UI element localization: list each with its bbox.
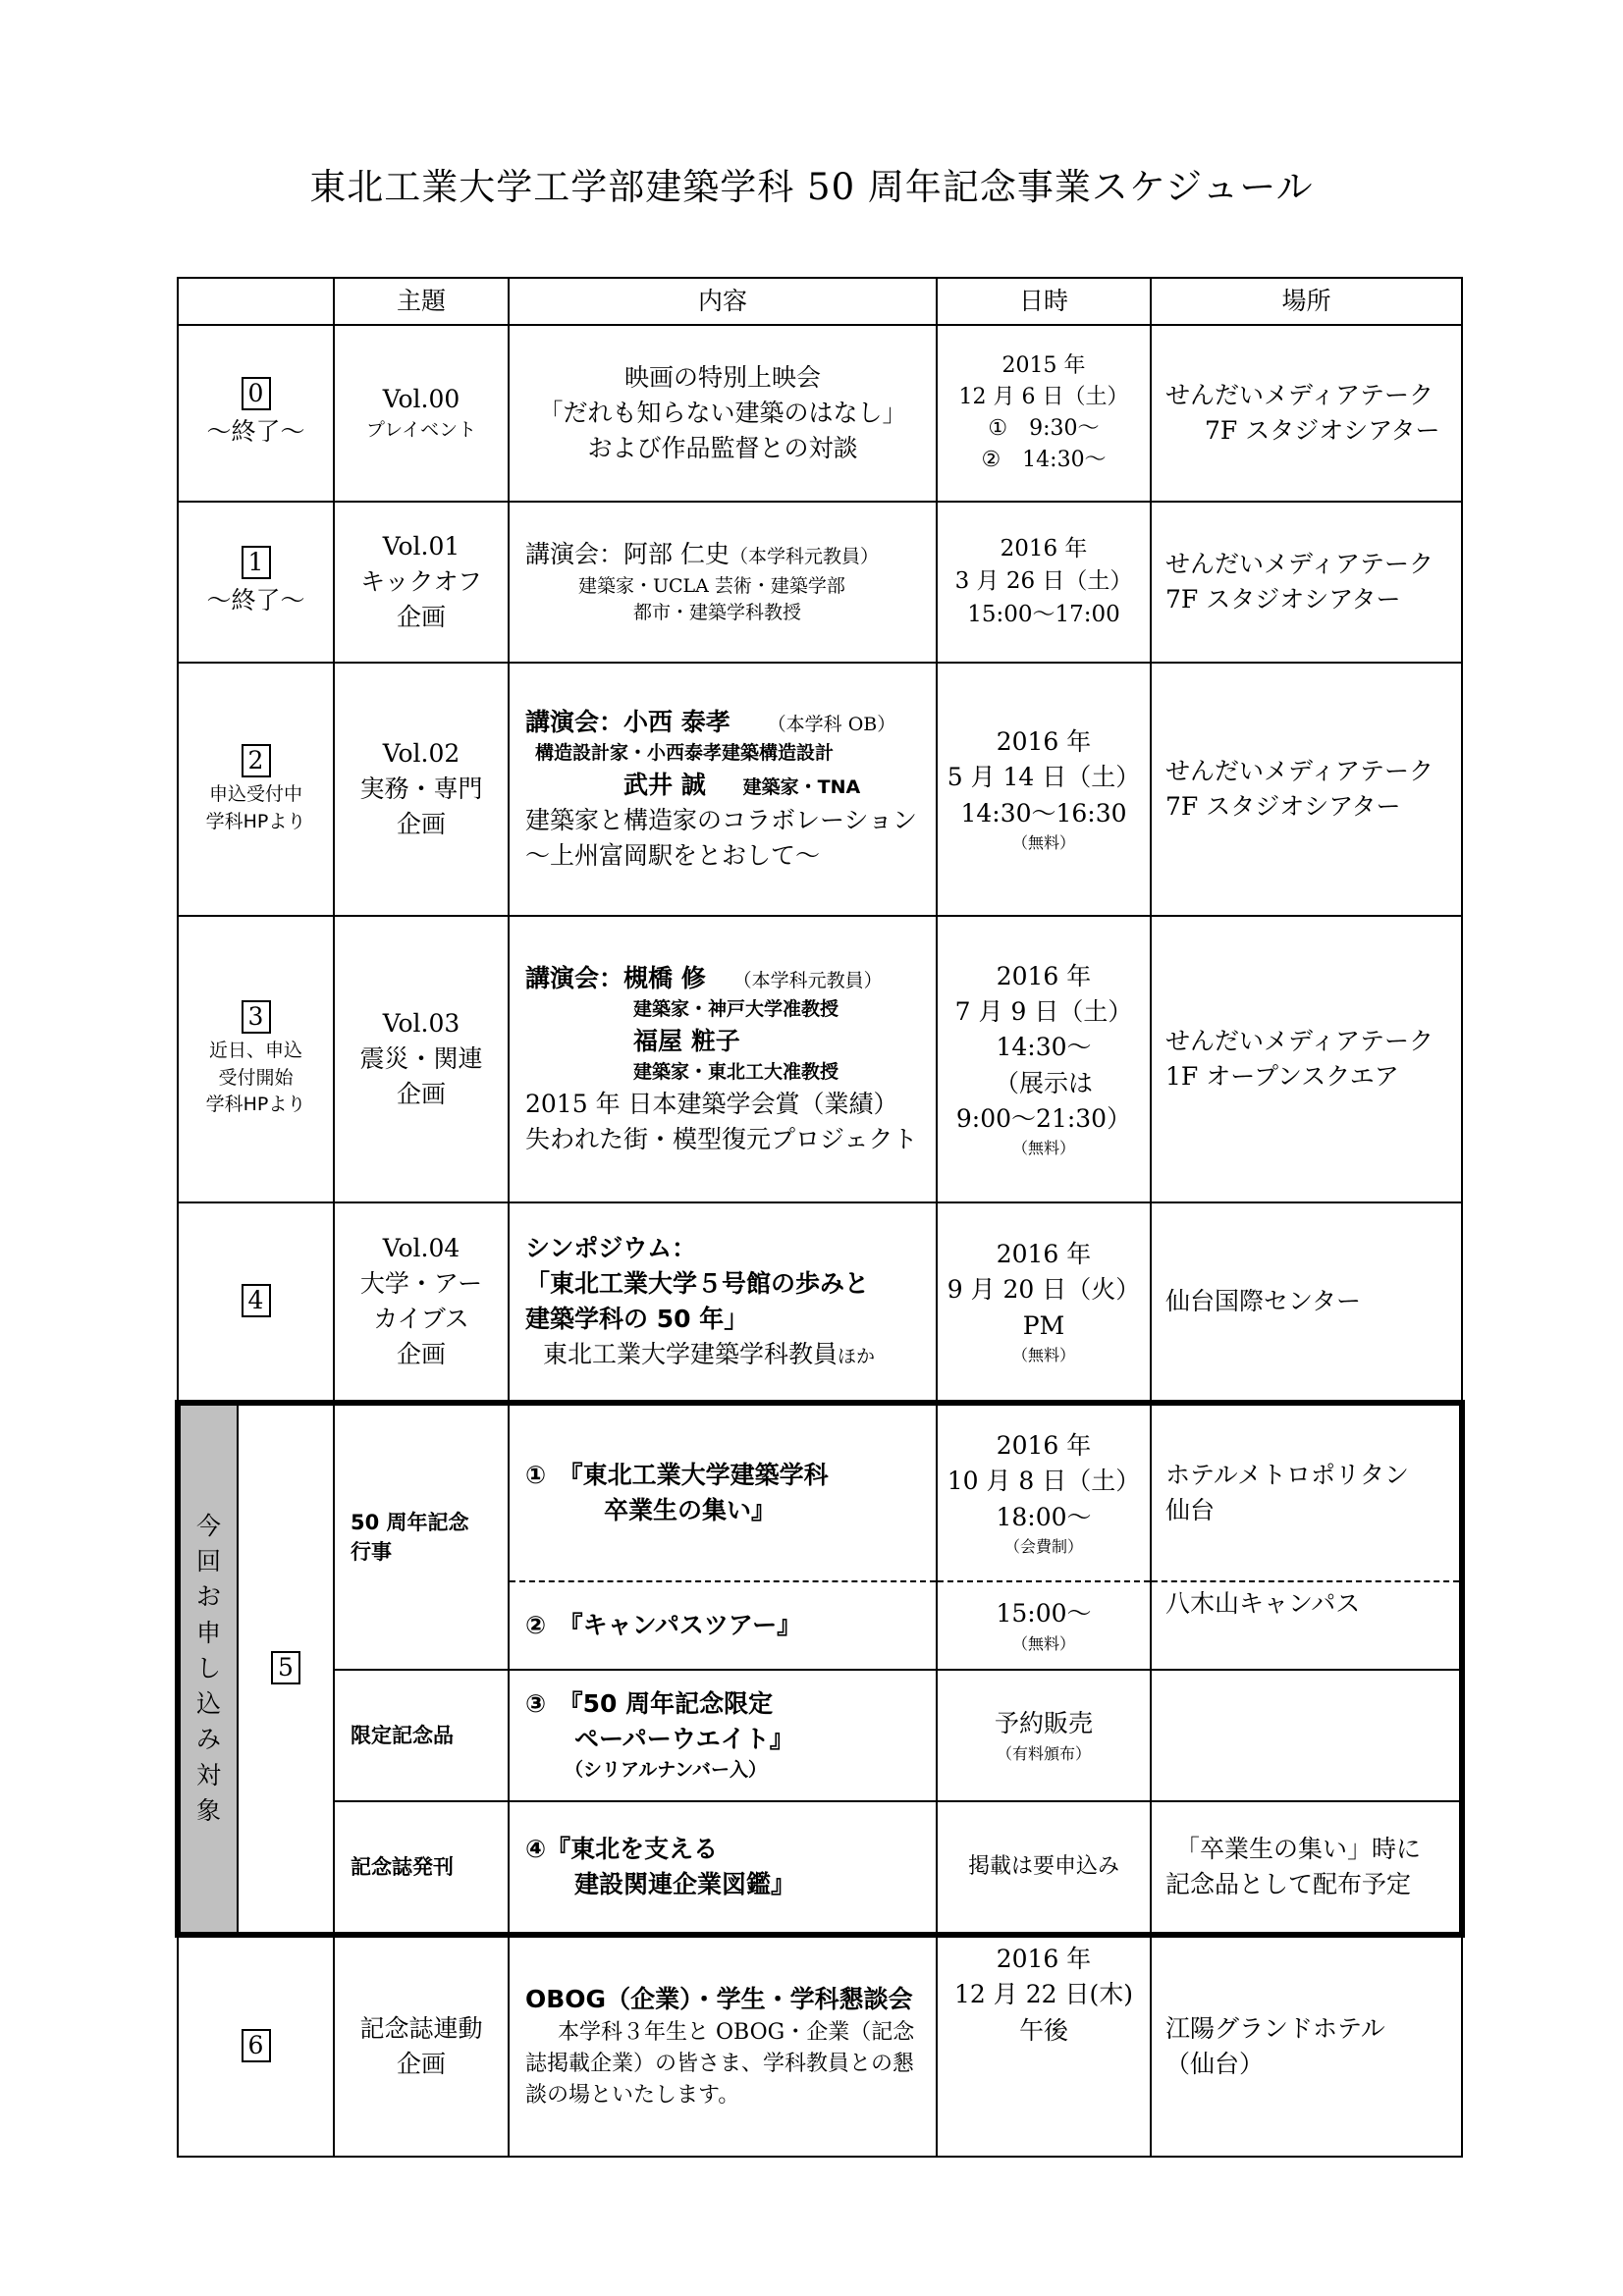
date-note: （無料）: [1011, 1139, 1075, 1158]
theme-line: Vol.01: [382, 531, 460, 561]
header-theme: 主題: [334, 278, 509, 325]
theme-line: 企画: [396, 2050, 446, 2078]
theme-cell: [334, 1403, 509, 1670]
content-cell: [509, 1581, 937, 1670]
row-status: 学科HPより: [205, 1094, 306, 1116]
row-number-cell: [178, 916, 334, 1202]
date-line: 5 月 14 日（土）: [947, 763, 1141, 792]
table-row: [178, 663, 1462, 916]
date-line: 12 月 6 日（土）: [958, 385, 1129, 410]
theme-line: 記念誌発刊: [351, 1854, 454, 1879]
theme-line: 50 周年記念: [351, 1510, 469, 1534]
theme-cell: [334, 1202, 509, 1403]
place-line: せんだいメディアテーク: [1165, 1026, 1434, 1055]
row-number: 5: [271, 1651, 300, 1684]
content-sub: 建築家・UCLA 芸術・建築学部: [578, 574, 845, 597]
date-line: 15:00～17:00: [967, 601, 1120, 627]
theme-line: 行事: [351, 1540, 392, 1564]
side-label-char: 今: [195, 1511, 221, 1540]
place-line: 記念品として配布予定: [1165, 1870, 1412, 1898]
place-line: 江陽グランドホテル: [1165, 2013, 1385, 2043]
side-label-char: 回: [195, 1547, 221, 1576]
date-cell: [937, 1403, 1151, 1581]
date-cell: [937, 502, 1151, 663]
content-sub-small: ほか: [838, 1346, 876, 1368]
date-line: 2016 年: [996, 961, 1092, 990]
date-line: 予約販売: [994, 1709, 1093, 1738]
content-sub: 建築家・TNA: [742, 775, 861, 798]
content-body: 本学科３年生と OBOG・企業（記念誌掲載企業）の皆さま、学科教員との懇談の場といたします。: [525, 2020, 915, 2109]
row-number-cell: [178, 502, 334, 663]
table-row: [178, 1801, 1462, 1935]
content-main: OBOG（企業）・学生・学科懇談会: [525, 1985, 913, 2014]
content-note: （本学科 OB）: [767, 713, 896, 735]
row-number-cell: [178, 663, 334, 916]
place-cell: [1151, 1581, 1462, 1670]
row-status: ～終了～: [206, 586, 305, 615]
content-line: および作品監督との対談: [587, 434, 858, 463]
date-cell: [937, 663, 1151, 916]
row-number-cell: [238, 1403, 334, 1935]
theme-cell: [334, 1801, 509, 1935]
content-cell: [509, 502, 937, 663]
row-number: 3: [242, 1000, 271, 1034]
table-header-row: [178, 278, 1462, 325]
content-note: （本学科元教員）: [732, 969, 883, 991]
theme-vol: Vol.00: [382, 385, 460, 414]
date-line: 2015 年: [1001, 353, 1086, 379]
place-line: せんだいメディアテーク: [1165, 549, 1434, 578]
header-blank: [178, 278, 334, 325]
date-note: （無料）: [1011, 1345, 1075, 1364]
theme-cell: [334, 1670, 509, 1801]
theme-line: 企画: [396, 603, 446, 632]
content-cell: [509, 325, 937, 502]
table-row: [178, 1403, 1462, 1581]
table-row: [178, 1202, 1462, 1403]
place-line: 仙台国際センター: [1165, 1286, 1362, 1315]
place-cell: [1151, 663, 1462, 916]
content-bold: 「東北工業大学５号館の歩みと: [525, 1268, 870, 1298]
content-name: 福屋 粧子: [633, 1026, 740, 1055]
content-main: 講演会：小西 泰孝: [525, 707, 730, 736]
date-line: ① 9:30～: [988, 416, 1100, 441]
content-cell: [509, 916, 937, 1202]
theme-line: 実務・専門: [359, 774, 483, 803]
place-cell: [1151, 325, 1462, 502]
content-bold: 建築学科の 50 年」: [525, 1305, 749, 1333]
place-cell: [1151, 1670, 1462, 1801]
place-line: せんだいメディアテーク: [1165, 380, 1434, 409]
date-line: 15:00～: [996, 1599, 1092, 1629]
theme-line: キックオフ: [360, 566, 482, 596]
place-line: 1F オープンスクエア: [1165, 1062, 1399, 1091]
date-line: 2016 年: [996, 1431, 1092, 1461]
theme-line: 大学・アー: [359, 1268, 483, 1298]
content-cell: [509, 663, 937, 916]
content-cell: [509, 1670, 937, 1801]
place-cell: [1151, 1403, 1462, 1581]
theme-line: 企画: [396, 1080, 446, 1109]
content-line: 卒業生の集い』: [604, 1496, 777, 1524]
date-cell: [937, 916, 1151, 1202]
date-note: （無料）: [1011, 832, 1075, 852]
row-status: 近日、申込: [208, 1040, 302, 1062]
side-label-char: み: [195, 1725, 221, 1754]
date-note: （無料）: [1011, 1633, 1075, 1653]
date-line: 9 月 20 日（火）: [947, 1275, 1141, 1305]
date-cell: [937, 325, 1151, 502]
theme-line: 震災・関連: [359, 1043, 483, 1073]
theme-line: 企画: [396, 810, 446, 839]
place-cell: [1151, 1935, 1462, 2157]
date-cell: [937, 1935, 1151, 2157]
theme-line: カイブス: [373, 1305, 469, 1333]
content-sub: 構造設計家・小西泰孝建築構造設計: [535, 741, 835, 764]
table-row: [178, 916, 1462, 1202]
place-line: ホテルメトロポリタン: [1165, 1460, 1410, 1489]
date-note: （有料頒布）: [996, 1743, 1091, 1763]
content-cell: [509, 1935, 937, 2157]
content-sub: 東北工業大学建築学科教員: [543, 1340, 839, 1369]
table-row: [178, 325, 1462, 502]
date-line: 2016 年: [996, 727, 1092, 757]
date-line: 14:30～16:30: [960, 798, 1127, 828]
row-number-cell: [178, 1935, 334, 2157]
row-number: 2: [242, 744, 271, 777]
date-line: 2016 年: [996, 1240, 1092, 1269]
theme-cell: [334, 325, 509, 502]
place-line: 「卒業生の集い」時に: [1175, 1834, 1422, 1863]
row-status: 学科HPより: [205, 810, 306, 832]
side-label-char: し: [195, 1653, 221, 1682]
place-cell: [1151, 916, 1462, 1202]
theme-line: Vol.03: [382, 1008, 460, 1038]
content-cell: [509, 1801, 937, 1935]
row-number: 0: [242, 377, 271, 410]
date-line: 12 月 22 日(木): [954, 1980, 1133, 2009]
date-line: 2016 年: [996, 1945, 1092, 1973]
date-line: ② 14:30～: [981, 447, 1107, 472]
side-label-cell: [178, 1403, 238, 1935]
date-line: 9:00～21:30）: [955, 1103, 1132, 1133]
schedule-table: [175, 277, 1465, 2158]
table-row: [178, 1935, 1462, 2157]
date-cell: [937, 1581, 1151, 1670]
row-number: 1: [242, 546, 271, 579]
content-note: （本学科元教員）: [729, 546, 879, 568]
date-line: 10 月 8 日（土）: [947, 1467, 1141, 1496]
content-line: 2015 年 日本建築学会賞（業績）: [525, 1089, 898, 1118]
theme-line: 企画: [396, 1340, 446, 1369]
date-cell: [937, 1202, 1151, 1403]
content-line: （シリアルナンバー入）: [565, 1759, 767, 1782]
content-main: 講演会：阿部 仁史: [525, 540, 730, 569]
table-row: [178, 502, 1462, 663]
content-cell: [509, 1403, 937, 1581]
place-line: 仙台: [1165, 1496, 1216, 1524]
date-line: （展示は: [994, 1068, 1093, 1097]
header-place: 場所: [1151, 278, 1462, 325]
side-label-char: 象: [195, 1795, 221, 1825]
header-content: 内容: [509, 278, 937, 325]
theme-cell: [334, 663, 509, 916]
content-main: 講演会：槻橋 修: [525, 963, 706, 992]
place-line: 八木山キャンパス: [1165, 1589, 1361, 1618]
date-line: 掲載は要申込み: [967, 1854, 1119, 1880]
date-line: 7 月 9 日（土）: [954, 997, 1133, 1027]
date-cell: [937, 1801, 1151, 1935]
date-line: 2016 年: [1000, 535, 1088, 561]
row-number: 4: [242, 1284, 271, 1317]
content-line: 映画の特別上映会: [623, 362, 821, 392]
place-cell: [1151, 1202, 1462, 1403]
content-line: ペーパーウエイト』: [574, 1725, 794, 1754]
date-note: （会費制）: [1003, 1536, 1083, 1556]
theme-cell: [334, 916, 509, 1202]
content-line: ① 『東北工業大学建築学科: [525, 1460, 829, 1489]
place-line: 7F スタジオシアター: [1165, 585, 1401, 614]
content-line: 失われた街・模型復元プロジェクト: [525, 1124, 918, 1153]
content-cell: [509, 1202, 937, 1403]
date-line: 午後: [1018, 2015, 1068, 2045]
place-line: 7F スタジオシアター: [1165, 792, 1401, 821]
page-title: 東北工業大学工学部建築学科 50 周年記念事業スケジュール: [309, 166, 1314, 208]
content-line: ② 『キャンパスツアー』: [525, 1610, 802, 1639]
header-date: 日時: [937, 278, 1151, 325]
content-line: 建設関連企業図鑑』: [574, 1870, 796, 1898]
date-cell: [937, 1670, 1151, 1801]
place-line: （仙台）: [1165, 2050, 1265, 2078]
side-label-char: お: [195, 1582, 221, 1612]
row-number-cell: [178, 1202, 334, 1403]
content-line: 「だれも知らない建築のはなし」: [538, 398, 907, 427]
row-number: 6: [242, 2029, 271, 2062]
theme-line: 記念誌連動: [359, 2013, 483, 2043]
theme-cell: [334, 1935, 509, 2157]
content-main: シンポジウム：: [525, 1233, 697, 1262]
theme-cell: [334, 502, 509, 663]
content-line: 建築家と構造家のコラボレーション: [525, 805, 918, 834]
date-line: 18:00～: [996, 1502, 1092, 1531]
side-label-char: 申: [195, 1618, 221, 1647]
row-status: 申込受付中: [208, 782, 302, 805]
row-status: ～終了～: [206, 417, 305, 447]
row-status: 受付開始: [218, 1066, 294, 1089]
place-cell: [1151, 502, 1462, 663]
theme-line: Vol.02: [382, 738, 460, 768]
content-sub: 建築家・東北工大准教授: [633, 1061, 839, 1083]
date-line: 14:30～: [996, 1033, 1092, 1062]
content-sub: 都市・建築学科教授: [633, 602, 802, 624]
content-line: ③ 『50 周年記念限定: [525, 1688, 774, 1718]
theme-line: 限定記念品: [351, 1723, 454, 1747]
content-sub: 建築家・神戸大学准教授: [633, 998, 839, 1021]
table-row: [178, 1670, 1462, 1801]
content-line: ～上州富岡駅をとおして～: [525, 841, 821, 871]
place-line: せんだいメディアテーク: [1165, 756, 1434, 785]
theme-line: Vol.04: [382, 1233, 460, 1262]
side-label-char: 対: [195, 1760, 221, 1789]
content-line: ④『東北を支える: [525, 1834, 719, 1863]
content-name: 武井 誠: [623, 770, 706, 799]
place-cell: [1151, 1801, 1462, 1935]
place-line: 7F スタジオシアター: [1205, 416, 1440, 445]
date-line: PM: [1022, 1310, 1065, 1340]
side-label-char: 込: [195, 1689, 221, 1719]
theme-sub: プレイベント: [365, 419, 477, 442]
date-line: 3 月 26 日（土）: [954, 568, 1133, 595]
row-number-cell: [178, 325, 334, 502]
